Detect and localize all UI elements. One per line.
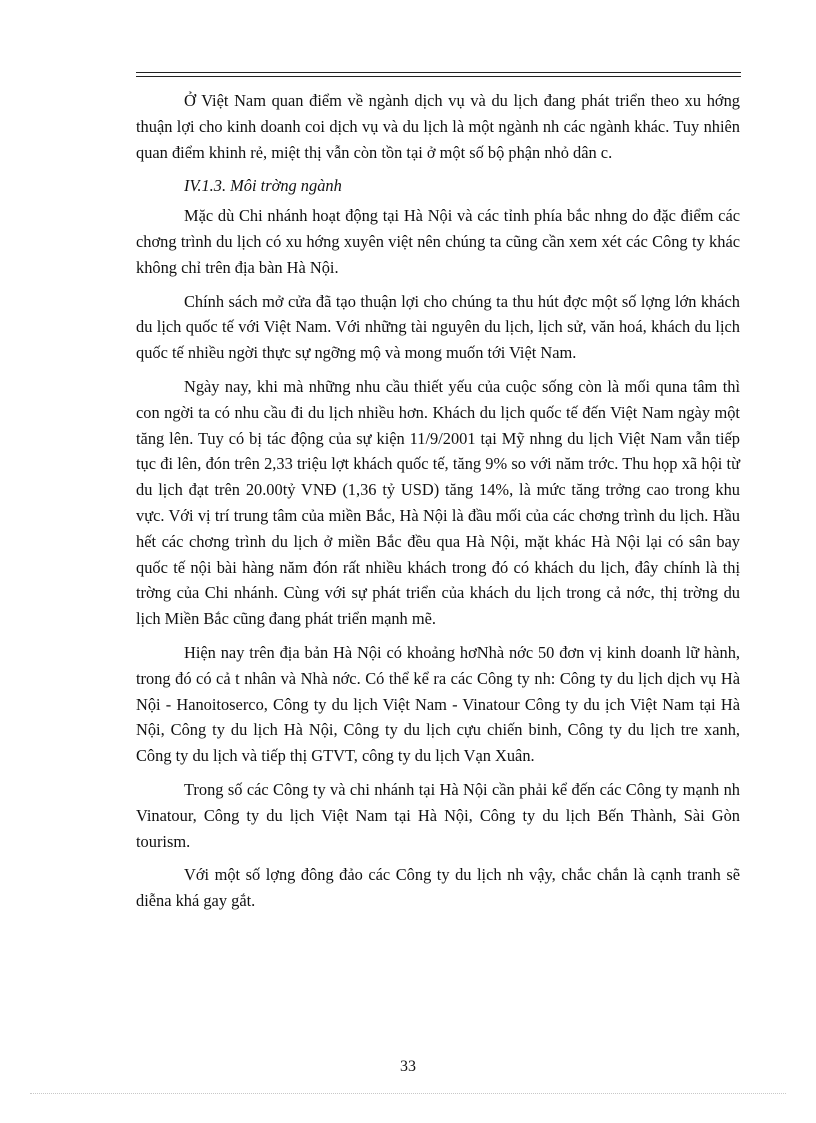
paragraph-3: Chính sách mở cửa đã tạo thuận lợi cho chúng ta thu hút đợc một số lợng lớn khách du lịch quốc tế với Việt Nam. Với những tài nguyên du lịch, lịch sử, văn hoá, khách du lịch quốc tế nhiều ngời thực sự ngỡng mộ và mong muốn tới Việt Nam. [136,291,740,363]
footer-dotted-rule [30,1093,786,1094]
paragraph-7: Với một số lợng đông đảo các Công ty du lịch nh vậy, chắc chắn là cạnh tranh sẽ diễna khá gay gắt. [136,865,740,911]
header-rule [136,72,741,73]
paragraph-5: Hiện nay trên địa bản Hà Nội có khoảng hơNhà nớc 50 đơn vị kinh doanh lữ hành, trong đó có cả t nhân và Nhà nớc. Có thể kể ra các Công ty nh: Công ty du lịch dịch vụ Hà Nội - Hanoitoserco, Công ty du lịch Việt Nam - Vinatour Công ty du ịch Việt Nam tại Hà Nội, Công ty du lịch Hà Nội, Công ty du lịch cựu chiến binh, Công ty du lịch tre xanh, Công ty du lịch và tiếp thị GTVT, công ty du lịch Vạn Xuân. [136,642,740,766]
page-number: 33 [400,1058,416,1075]
header-rule-second [136,76,741,77]
paragraph-4: Ngày nay, khi mà những nhu cầu thiết yếu của cuộc sống còn là mối quna tâm thì con ngời ta có nhu cầu đi du lịch nhiều hơn. Khách du lịch quốc tế đến Việt Nam ngày một tăng lên. Tuy có bị tác động của sự kiện 11/9/2001 tại Mỹ nhng du lịch Việt Nam vẫn tiếp tục đi lên, đón trên 2,33 triệu lợt khách quốc tế, tăng 9% so với năm trớc. Thu họp xã hội từ du lịch đạt trên 20.00tỷ VNĐ (1,36 tỷ USD) tăng 14%, là mức tăng trởng cao trong khu vực. Với vị trí trung tâm của miền Bắc, Hà Nội là đầu mối của các chơng trình du lịch. Hầu hết các chơng trình du lịch ở miền Bắc đều qua Hà Nội, mặt khác Hà Nội lại có sân bay quốc tế nội bài hàng năm đón rất nhiều khách trong đó có khách du lịch, đây chính là thị trờng của Chi nhánh. Cùng với sự phát triển của khách du lịch trong cả nớc, thị trờng du lịch Miền Bắc cũng đang phát triển mạnh mẽ. [136,376,740,629]
paragraph-2: Mặc dù Chi nhánh hoạt động tại Hà Nội và các tỉnh phía bắc nhng do đặc điểm các chơng trình du lịch có xu hớng xuyên việt nên chúng ta cũng cần xem xét các Công ty khác không chỉ trên địa bàn Hà Nội. [136,206,740,277]
paragraph-1: Ở Việt Nam quan điểm về ngành dịch vụ và du lịch đang phát triển theo xu hớng thuận lợi cho kinh doanh coi dịch vụ và du lịch là một ngành nh các ngành khác. Tuy nhiên quan điểm khinh rẻ, miệt thị vẫn còn tồn tại ở một số bộ phận nhỏ dân c. [136,91,740,162]
body-text [136,88,740,922]
paragraph-6: Trong số các Công ty và chi nhánh tại Hà Nội cần phải kể đến các Công ty mạnh nh Vinatour, Công ty du lịch Việt Nam tại Hà Nội, Công ty du lịch Bến Thành, Sài Gòn tourism. [136,779,740,851]
section-heading: IV.1.3. Môi trờng ngành [184,176,342,196]
